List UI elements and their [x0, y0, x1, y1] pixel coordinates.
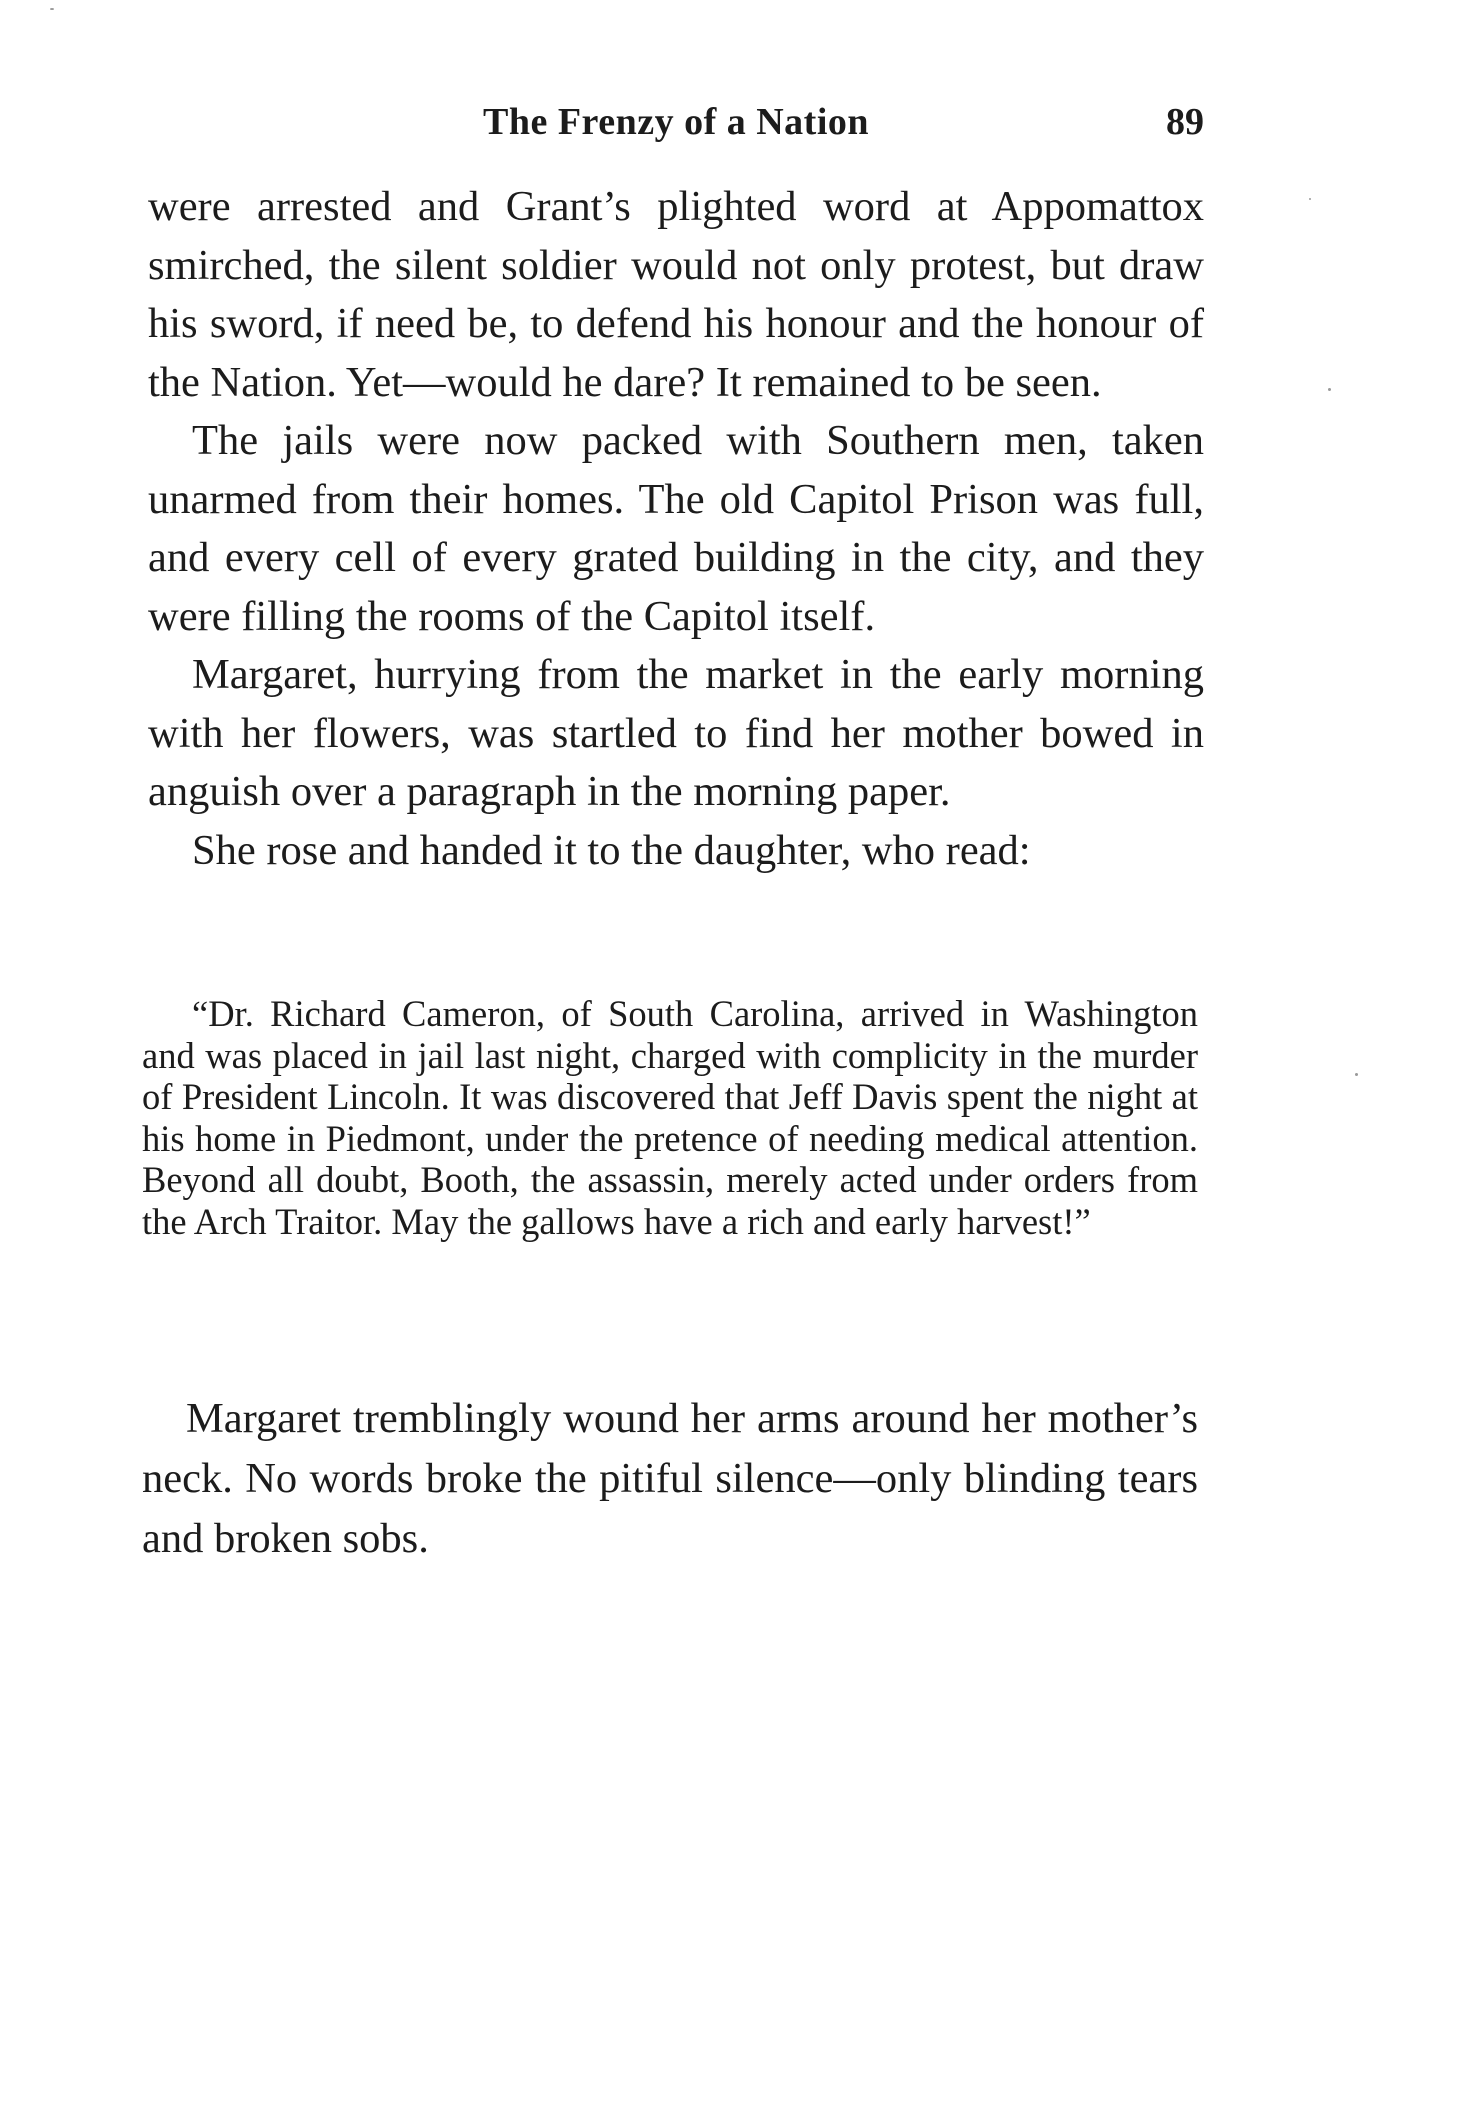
newspaper-quote	[142, 993, 1198, 1242]
page-number: 89	[1166, 101, 1204, 143]
scan-speck	[50, 8, 54, 10]
scan-speck	[1309, 198, 1311, 200]
paragraph-continued: were arrested and Grant’s plighted word at Appomattox smirched, the silent soldier would not only protest, but draw his sword, if need be, to defend his honour and the honour of the Nation. Yet—would he dare? It remained to be seen.	[148, 183, 1204, 406]
paragraph-she-rose: She rose and handed it to the daughter, who read:	[192, 826, 1031, 874]
paragraph-margaret-morning: Margaret, hurrying from the market in the early morning with her flowers, was startled to find her mother bowed in anguish over a paragraph in the morning paper.	[148, 651, 1204, 815]
running-title: The Frenzy of a Nation	[482, 101, 870, 143]
quote-text: “Dr. Richard Cameron, of South Carolina, arrived in Washington and was placed in jail last night, charged with complicity in the murder of President Lincoln. It was discovered that Jeff Davis spent the night at his home in Piedmont, under the pretence of needing medical attention. Beyond all doubt, Booth, the assassin, merely acted under orders from the Arch Traitor. May the gallows have a rich and early harvest!”	[142, 993, 1198, 1242]
running-head	[148, 100, 1204, 150]
closing-text: Margaret tremblingly wound her arms around her mother’s neck. No words broke the pitiful silence—only blinding tears and broken sobs.	[142, 1395, 1198, 1562]
body-text	[148, 178, 1204, 880]
scan-speck	[1355, 1073, 1358, 1076]
scan-speck	[1328, 388, 1331, 391]
closing-paragraph	[142, 1389, 1198, 1569]
paragraph-jails: The jails were now packed with Southern men, taken unarmed from their homes. The old Capitol Prison was full, and every cell of every grated building in the city, and they were filling the rooms of the Capitol itself.	[148, 417, 1204, 640]
